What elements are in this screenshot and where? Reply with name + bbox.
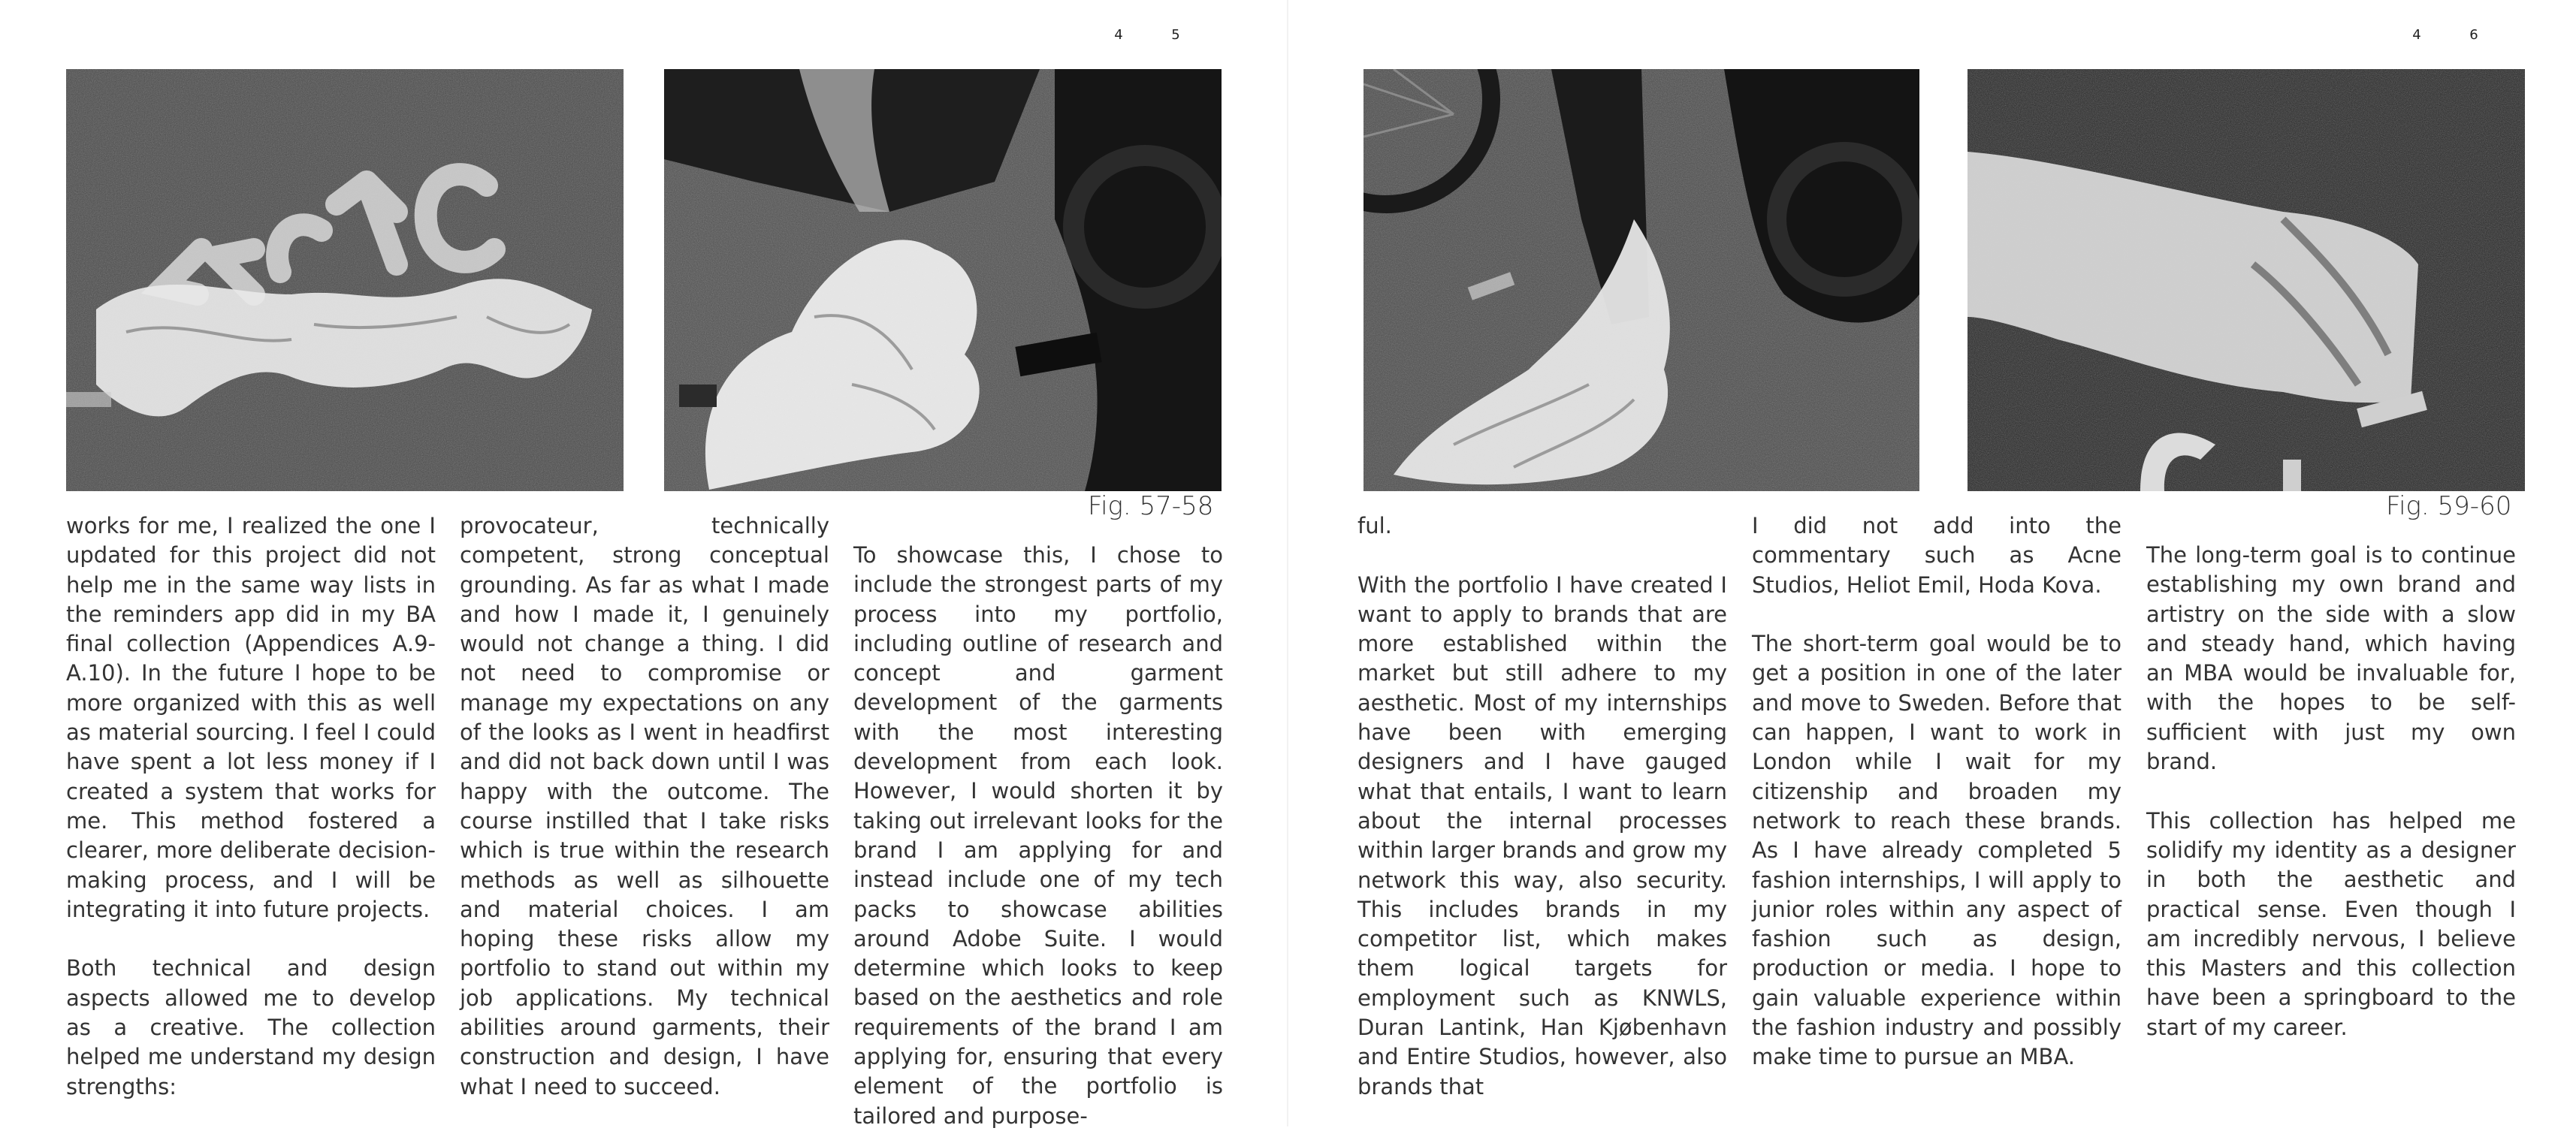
paragraph: This collection has helped me solidify my identity as a designer in both the aesthetic and practical sense. Even though I am incredibly nervous, I believe this Masters and this collection have been a springboard to the start of my career.: [2146, 807, 2516, 1040]
photo-fig-58: [664, 69, 1222, 491]
paragraph: The long-term goal is to continue establishing my own brand and artistry on the side with a slow and steady hand, which having an MBA would be invaluable for, with the hopes to be self-sufficient with just my own brand.: [2146, 542, 2516, 775]
photo-fig-59: [1363, 69, 1919, 491]
paragraph: I did not add into the commentary such as Acne Studios, Heliot Emil, Hoda Kova.: [1752, 513, 2122, 598]
paragraph: ful.: [1357, 513, 1392, 538]
text-column-2: [460, 511, 829, 1102]
text-column-3: [853, 541, 1223, 1131]
paragraph: With the portfolio I have created I want to apply to brands that are more established within the market but still adhere to my aesthetic. Most of my internships have been with emerging designers and I have gauged what that entails, I want to learn about the internal processes within larger brands and grow my network this way, also security. This includes brands in my competitor list, which makes them logical targets for employment such as KNWLS, Duran Lantink, Han Kjøbenhavn and Entire Studios, however, also brands that: [1357, 572, 1727, 1099]
figure-caption: Fig. 59-60: [2386, 491, 2512, 521]
photo-fig-57: [66, 69, 624, 491]
paragraph: To showcase this, I chose to include the strongest parts of my process into my portfolio, including outline of research and concept and garment development of the garments with the most interesting development from each look. However, I would shorten it by taking out irrelevant looks for the brand I am applying for and instead include one of my tech packs to showcase abilities around Adobe Suite. I would determine which looks to keep based on the aesthetics and role requirements of the brand I am applying for, ensuring that every element of the portfolio is tailored and purpose-: [853, 542, 1223, 1129]
page-number-46: 4 6: [2412, 27, 2478, 43]
left-page: [0, 0, 1288, 1129]
page-number-45: 4 5: [1114, 27, 1180, 43]
paragraph: The short-term goal would be to get a position in one of the later and move to Sweden. Before that can happen, I want to work in London while I wait for my citizenship and broaden my network to reach these brands. As I have already completed 5 fashion internships, I will apply to junior roles within any aspect of fashion such as design, production or media. I hope to gain valuable experience within the fashion industry and possibly make time to pursue an MBA.: [1752, 631, 2122, 1070]
text-column-1: [66, 511, 436, 1102]
text-column-1: [1357, 511, 1727, 1102]
text-column-2: [1752, 511, 2122, 1072]
paragraph: Both technical and design aspects allowed me to develop as a creative. The collection helped me understand my design strengths:: [66, 955, 436, 1099]
paragraph: provocateur, technically competent, strong conceptual grounding. As far as what I made and how I made it, I genuinely would not change a thing. I did not need to compromise or manage my expectations on any of the looks as I went in headfirst and did not back down until I was happy with the outcome. The course instilled that I take risks which is true within the research methods as well as silhouette and material choices. I am hoping these risks allow my portfolio to stand out within my job applications. My technical abilities around garments, their construction and design, I have what I need to succeed.: [460, 513, 829, 1099]
photo-fig-60: [1967, 69, 2525, 491]
figure-caption: Fig. 57-58: [1088, 491, 1214, 521]
text-column-3: [2146, 541, 2516, 1042]
paragraph: works for me, I realized the one I updated for this project did not help me in the same way lists in the reminders app did in my BA final collection (Appendices A.9-A.10). In the future I hope to be more organized with this as well as material sourcing. I feel I could have spent a lot less money if I created a system that works for me. This method fostered a clearer, more deliberate decision-making process, and I will be integrating it into future projects.: [66, 513, 436, 922]
right-page: [1288, 0, 2576, 1126]
